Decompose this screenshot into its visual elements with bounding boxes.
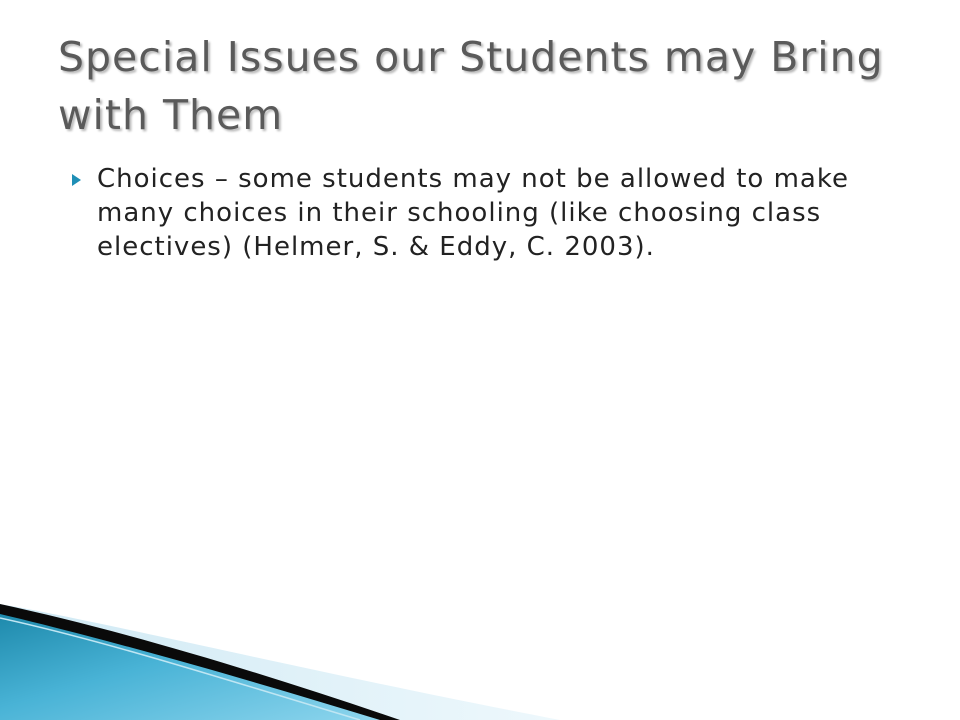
slide-title: Special Issues our Students may Bring with Them [58, 33, 884, 139]
bullet-text: Choices – some students may not be allowed to make many choices in their schooling (like choosing class electives) (Helmer, S. & Eddy, C. 2003). [97, 164, 849, 262]
